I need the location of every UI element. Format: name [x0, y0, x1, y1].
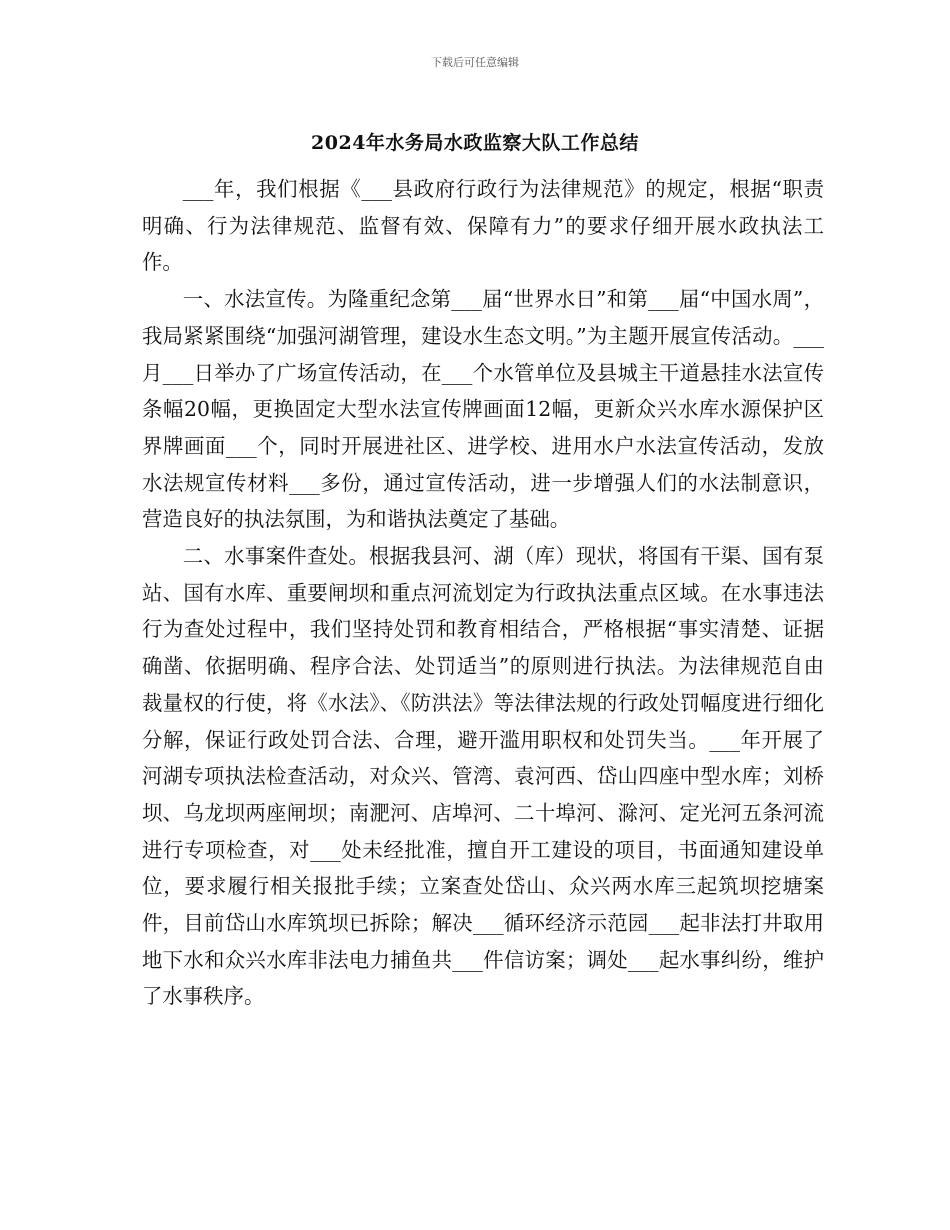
paragraph-intro: ___年，我们根据《___县政府行政行为法律规范》的规定，根据“职责明确、行为法律规范、监督有效、保障有力”的要求仔细开展水政执法工作。 — [142, 177, 824, 275]
document-title: 2024年水务局水政监察大队工作总结 — [311, 132, 639, 154]
paragraph-water-law-publicity: 一、水法宣传。为隆重纪念第___届“世界水日”和第___届“中国水周”，我局紧紧围绕“加强河湖管理，建设水生态文明。”为主题开展宣传活动。___月___日举办了广场宣传活动，在___个水管单位及县城主干道悬挂水法宣传条幅20幅，更换固定大型水法宣传牌画面12幅，更新众兴水库水源保护区界牌画面___个，同时开展进社区、进学校、进用水户水法宣传活动，发放水法规宣传材料___多份，通过宣传活动，进一步增强人们的水法制意识，营造良好的执法氛围，为和谐执法奠定了基础。 — [142, 287, 824, 532]
paragraph-case-handling: 二、水事案件查处。根据我县河、湖（库）现状，将国有干渠、国有泵站、国有水库、重要闸坝和重点河流划定为行政执法重点区域。在水事违法行为查处过程中，我们坚持处罚和教育相结合，严格根据“事实清楚、证据确凿、依据明确、程序合法、处罚适当”的原则进行执法。为法律规范自由裁量权的行使，将《水法》、《防洪法》等法律法规的行政处罚幅度进行细化分解，保证行政处罚合法、合理，避开滥用职权和处罚失当。___年开展了河湖专项执法检查活动，对众兴、管湾、袁河西、岱山四座中型水库；刘桥坝、乌龙坝两座闸坝；南淝河、店埠河、二十埠河、滁河、定光河五条河流进行专项检查，对___处未经批准，擅自开工建设的项目，书面通知建设单位，要求履行相关报批手续；立案查处岱山、众兴两水库三起筑坝挖塘案件，目前岱山水库筑坝已拆除；解决___循环经济示范园___起非法打井取用地下水和众兴水库非法电力捕鱼共___件信访案；调处___起水事纠纷，维护了水事秩序。 — [142, 544, 824, 1009]
document-body — [142, 171, 824, 1015]
header-note: 下载后可任意编辑 — [431, 56, 519, 69]
